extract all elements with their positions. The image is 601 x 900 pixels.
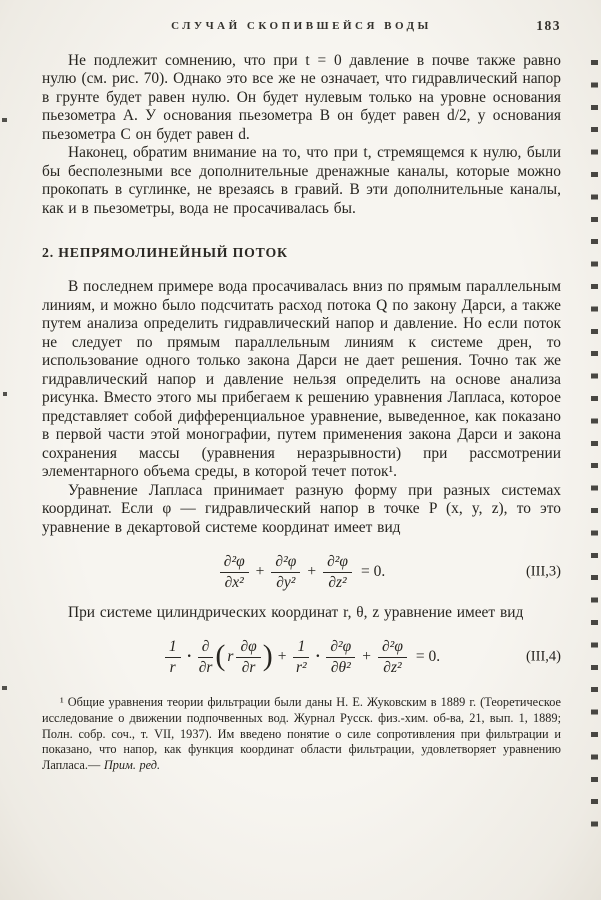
fraction <box>236 638 260 676</box>
page-number: 183 <box>536 18 561 33</box>
equation-rhs: = 0. <box>415 648 441 666</box>
fraction-denominator: r² <box>295 658 307 676</box>
fraction <box>326 638 355 676</box>
equation-body: $\frac{1}{r}$ · $\frac{\partial}{\partial r}$ ( r $\frac{\partial\varphi}{\partial r}$ ) + $\frac{1}{\text{r²}}$ · $\frac{\text{∂²φ}}{\text{∂θ²}}$ + $\frac{\text{∂²φ}}{\text{∂z²}}$ = 0. <box>163 638 440 676</box>
fraction-denominator: r <box>169 658 176 676</box>
fraction-numerator: ∂φ <box>236 638 260 657</box>
equation-laplace-cylindrical <box>42 638 561 676</box>
fraction <box>323 553 352 591</box>
plus-operator: + <box>255 563 265 580</box>
equation-label: (III,4) <box>525 648 561 665</box>
scan-artifact-strip <box>591 60 598 842</box>
fraction-denominator: ∂y² <box>276 573 296 591</box>
fraction-denominator: ∂z² <box>383 658 402 676</box>
fraction-numerator: ∂ <box>198 638 214 657</box>
paragraph-1: Не подлежит сомнению, что при t = 0 давление в почве также равно нулю (см. рис. 70). Однако это все же не означает, что гидравлический напор в грунте будет равен нулю. Он будет нулевым только на уровне основания пьезометра A. У основания пьезометра B он будет равен d/2, у основания пьезометра C он будет равен d. <box>42 52 561 143</box>
fraction-numerator: ∂²φ <box>220 553 249 572</box>
footnote-signature: Прим. ред. <box>103 758 161 772</box>
paragraph-2: Наконец, обратим внимание на то, что при t, стремящемся к нулю, были бы бесполезными все дополнительные дренажные каналы, которые можно прокопать в суглинке, не врезаясь в гравий. В эти дополнительные каналы, как и в пьезометры, вода не просачивалась бы. <box>42 144 561 217</box>
paragraph-4: Уравнение Лапласа принимает разную форму при разных системах координат. Если φ — гидравлический напор в точке P (x, y, z), то это уравнение в декартовой системе координат имеет вид <box>42 481 561 536</box>
paragraph-5: При системе цилиндрических координат r, θ, z уравнение имеет вид <box>68 603 524 621</box>
scan-artifact <box>2 686 7 690</box>
fraction-numerator: ∂²φ <box>378 638 407 657</box>
paragraph-3: В последнем примере вода просачивалась вниз по прямым параллельным линиям, и можно было подсчитать расход потока Q по закону Дарси, а также путем анализа определить гидравлический напор и давление. Но если поток не следует по прямым параллельным линиям к системе дрен, то использование одного только закона Дарси не дает решения. Точно так же гидравлический напор и давление нельзя определить на основе анализа рисунка. Вместо этого мы прибегаем к решению уравнения Лапласа, которое представляет собой дифференциальное уравнение, выведенное, как показано в первой части этой монографии, путем применения закона Дарси и закона сохранения массы (уравнения неразрывности) при рассмотрении элементарного объема среды, в которой течет поток¹. <box>42 278 561 481</box>
plus-operator: + <box>362 648 372 666</box>
multiplication-dot: · <box>186 648 192 666</box>
fraction <box>271 553 300 591</box>
fraction-denominator: ∂r <box>241 658 256 676</box>
fraction-denominator: ∂θ² <box>330 658 351 676</box>
plus-operator: + <box>277 648 287 666</box>
fraction <box>165 638 181 676</box>
fraction-numerator: ∂²φ <box>326 638 355 657</box>
fraction-denominator: ∂x² <box>224 573 244 591</box>
fraction <box>293 638 309 676</box>
scan-artifact <box>3 392 7 396</box>
fraction-numerator: 1 <box>293 638 309 657</box>
footnote <box>42 695 561 774</box>
section-heading: 2. НЕПРЯМОЛИНЕЙНЫЙ ПОТОК <box>42 245 288 261</box>
fraction <box>198 638 214 676</box>
coefficient: r <box>227 648 234 666</box>
fraction-numerator: ∂²φ <box>323 553 352 572</box>
fraction-denominator: ∂z² <box>328 573 347 591</box>
scan-artifact <box>2 118 7 122</box>
fraction-denominator: ∂r <box>198 658 213 676</box>
fraction <box>220 553 249 591</box>
equation-body <box>218 553 385 591</box>
plus-operator: + <box>307 563 317 580</box>
fraction <box>378 638 407 676</box>
fraction-numerator: 1 <box>165 638 181 657</box>
equation-label: (III,3) <box>525 563 561 580</box>
equation-laplace-cartesian <box>42 553 561 591</box>
fraction-numerator: ∂²φ <box>271 553 300 572</box>
equation-rhs: = 0. <box>360 563 386 580</box>
page-header <box>42 16 561 32</box>
running-title: СЛУЧАЙ СКОПИВШЕЙСЯ ВОДЫ <box>171 20 432 32</box>
footnote-text: ¹ Общие уравнения теории фильтрации были даны Н. Е. Жуковским в 1889 г. (Теоретическое исследование о движении подпочвенных вод. Журнал Русск. физ.-хим. об-ва, 21, вып. 1, 1889; Полн. собр. соч., т. VII, 1937). Им введено понятие о силе сопротивления при фильтрации и показано, что напор, как функция координат области фильтрации, удовлетворяет уравнению Лапласа.— <box>42 695 561 772</box>
multiplication-dot: · <box>315 648 321 666</box>
